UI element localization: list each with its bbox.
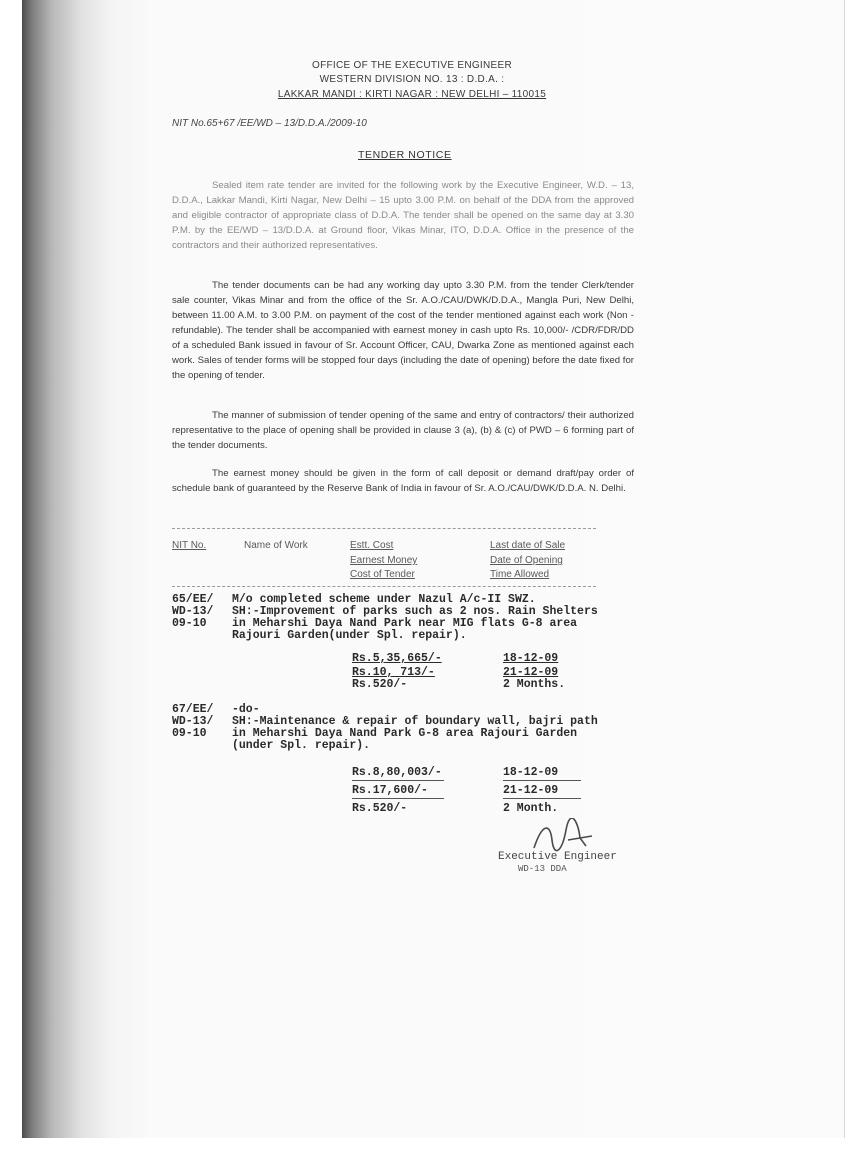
paragraph-earnest-money: The earnest money should be given in the form of call deposit or demand draft/pay order of schedule bank of guaranteed by the Reserve Bank of India in favour of Sr. A.O./CAU/DWK/D.D.A. N. Delhi. — [172, 468, 634, 494]
work-2-earnest-money: Rs.17,600/- — [352, 784, 428, 797]
work-1-description: M/o completed scheme under Nazul A/c-II SWZ. SH:-Improvement of parks such as 2 nos. Rain Shelters in Meharshi Daya Nand Park near MIG flats G-8 area Rajouri Garden(under Spl. repair). — [232, 593, 598, 642]
nit-number: NIT No.65+67 /EE/WD – 13/D.D.A./2009-10 — [172, 118, 367, 129]
work-2-date-rule — [503, 780, 581, 781]
work-1-time-allowed: 2 Months. — [503, 678, 566, 691]
work-1-opening-date: 21-12-09 — [503, 666, 559, 679]
work-2-earnest-rule — [352, 798, 444, 799]
work-1-earnest-money: Rs.10, 713/- — [352, 666, 435, 679]
office-title: OFFICE OF THE EXECUTIVE ENGINEER — [312, 60, 512, 71]
work-1-nit: 65/EE/ WD-13/ 09-10 — [172, 593, 214, 630]
work-2-nit: 67/EE/ WD-13/ 09-10 — [172, 703, 214, 740]
col-header-work: Name of Work — [244, 540, 308, 551]
work-2-cost-tender: Rs.520/- — [352, 802, 408, 815]
notice-title: TENDER NOTICE — [358, 149, 452, 161]
paragraph-invitation: Sealed item rate tender are invited for the following work by the Executive Engineer, W.D. – 13, D.D.A., Lakkar Mandi, Kirti Nagar, New Delhi – 15 upto 3.00 P.M. on behalf of the DDA from the approved and eligible contractor of appropriate class of D.D.A. The tender shall be opened on the same day at 3.30 P.M. by the EE/WD – 13/D.D.A. at Ground floor, Vikas Minar, ITO, D.D.A. Office in the presence of the contractors and their authorized representatives. — [172, 180, 634, 251]
work-2-estt-cost: Rs.8,80,003/- — [352, 766, 442, 779]
col-header-time: Time Allowed — [490, 569, 550, 580]
work-1-last-date: 18-12-09 — [503, 652, 559, 665]
work-1-cost-tender: Rs.520/- — [352, 678, 408, 691]
signatory-title: Executive Engineer — [498, 851, 617, 863]
table-header-rule — [172, 586, 596, 587]
scanned-page — [22, 0, 845, 1138]
work-2-description: -do- SH:-Maintenance & repair of boundary wall, bajri path in Meharshi Daya Nand Park G-8 area Rajouri Garden (under Spl. repair). — [232, 703, 598, 752]
col-header-nit: NIT No. — [172, 540, 207, 551]
office-address: LAKKAR MANDI : KIRTI NAGAR : NEW DELHI – 110015 — [277, 89, 547, 100]
col-header-estt-cost: Estt. Cost — [350, 540, 394, 551]
col-header-earnest: Earnest Money — [350, 555, 418, 566]
work-2-last-date: 18-12-09 — [503, 766, 559, 779]
paragraph-documents: The tender documents can be had any working day upto 3.30 P.M. from the tender Clerk/tender sale counter, Vikas Minar and from the office of the Sr. A.O./CAU/DWK/D.D.A., Mangla Puri, New Delhi, between 11.00 A.M. to 3.00 P.M. on payment of the cost of the tender mentioned against each work (Non - refundable). The tender shall be accompanied with earnest money in cash upto Rs. 10,000/- /CDR/FDR/DD of a scheduled Bank issued in favour of Sr. Account Officer, CAU, Dwarka Zone as mentioned against each work. Sales of tender forms will be stopped four days (including the date of opening) before the date fixed for the opening of tender. — [172, 280, 634, 381]
work-2-opening-date: 21-12-09 — [503, 784, 559, 797]
work-2-opening-rule — [503, 798, 581, 799]
work-1-estt-cost: Rs.5,35,665/- — [352, 652, 442, 665]
col-header-cost-tender: Cost of Tender — [350, 569, 415, 580]
col-header-last-date: Last date of Sale — [490, 540, 566, 551]
paragraph-submission: The manner of submission of tender opening of the same and entry of contractors/ their authorized representative to the place of opening shall be provided in clause 3 (a), (b) & (c) of PWD – 6 forming part of the tender documents. — [172, 410, 634, 451]
work-2-time-allowed: 2 Month. — [503, 802, 559, 815]
work-2-cost-rule — [352, 780, 444, 781]
signatory-division: WD-13 DDA — [518, 864, 567, 874]
col-header-opening: Date of Opening — [490, 555, 563, 566]
division-title: WESTERN DIVISION NO. 13 : D.D.A. : — [319, 74, 505, 85]
table-top-rule — [172, 528, 596, 529]
